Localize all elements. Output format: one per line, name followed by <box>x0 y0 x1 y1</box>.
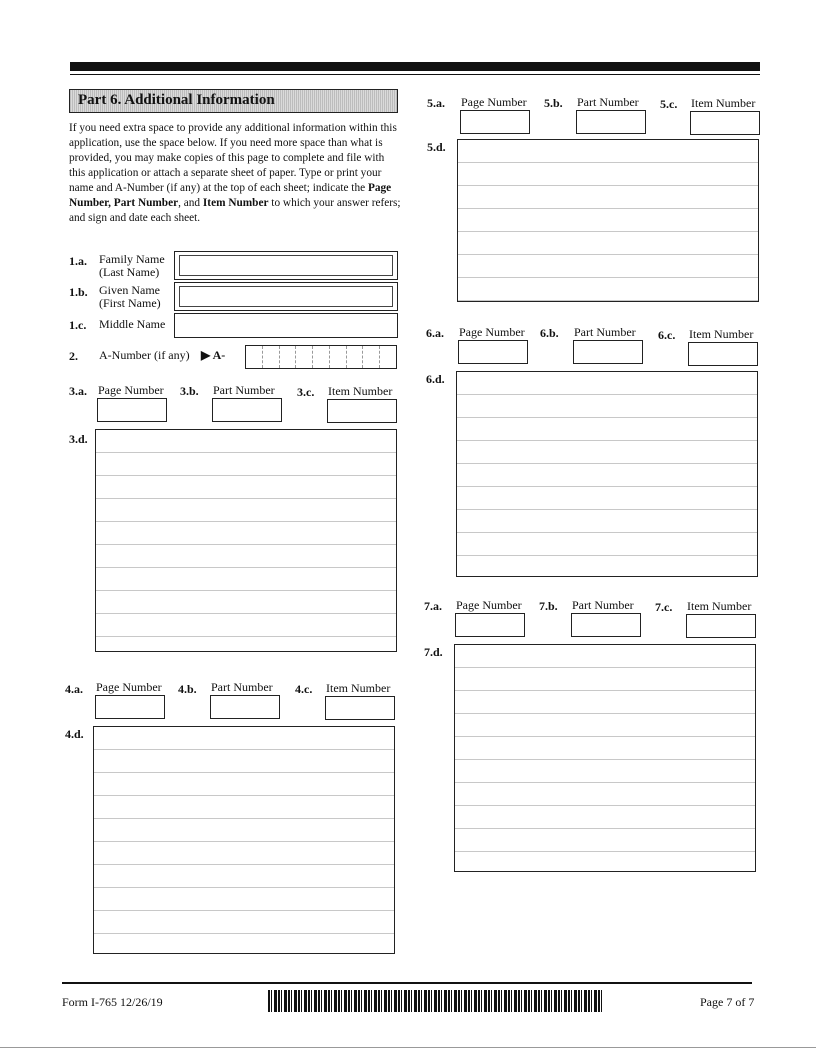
item-6b-label: Part Number <box>574 325 636 339</box>
instructions-text-end: to which your answer refers; and sign and date each sheet. <box>69 197 401 224</box>
family-name-input[interactable] <box>179 255 393 276</box>
family-name-label <box>99 253 165 279</box>
a-number-input[interactable] <box>245 345 397 369</box>
item-5c-number: 5.c. <box>660 97 678 111</box>
instructions-sep: , <box>108 197 114 209</box>
item-6a-number: 6.a. <box>426 326 444 340</box>
item-7a-label: Page Number <box>456 598 522 612</box>
top-rule-thin <box>70 74 760 75</box>
item-4c-label: Item Number <box>326 681 391 695</box>
item-7c-label: Item Number <box>687 599 752 613</box>
item-4a-label: Page Number <box>96 680 162 694</box>
item-7c-number: 7.c. <box>655 600 673 614</box>
item-7a-number: 7.a. <box>424 599 442 613</box>
item-6d-number: 6.d. <box>426 372 445 386</box>
item-3d-number: 3.d. <box>69 432 88 446</box>
item-4b-number: 4.b. <box>178 682 197 696</box>
a-number-digit <box>380 346 396 368</box>
item-5c-input[interactable] <box>690 111 760 135</box>
item-1c-number: 1.c. <box>69 318 87 332</box>
item-5d-textarea[interactable] <box>457 139 759 302</box>
item-7b-input[interactable] <box>571 613 641 637</box>
item-6b-input[interactable] <box>573 340 643 364</box>
family-name-label-line2: (Last Name) <box>99 265 160 279</box>
item-6a-input[interactable] <box>458 340 528 364</box>
middle-name-label: Middle Name <box>99 317 166 331</box>
item-6d-textarea[interactable] <box>456 371 758 577</box>
item-7a-input[interactable] <box>455 613 525 637</box>
instructions-page-number: Page Number <box>69 182 392 209</box>
middle-name-input[interactable] <box>174 313 398 338</box>
item-3d-textarea[interactable] <box>95 429 397 652</box>
item-7b-label: Part Number <box>572 598 634 612</box>
item-6c-label: Item Number <box>689 327 754 341</box>
form-number: Form I-765 12/26/19 <box>62 995 163 1009</box>
a-number-digit <box>330 346 347 368</box>
item-3a-input[interactable] <box>97 398 167 422</box>
a-number-digit <box>296 346 313 368</box>
given-name-label-line2: (First Name) <box>99 296 161 310</box>
item-4b-label: Part Number <box>211 680 273 694</box>
instructions-sep: , and <box>178 197 203 209</box>
a-number-digit <box>246 346 263 368</box>
item-4a-number: 4.a. <box>65 682 83 696</box>
a-number-digit <box>347 346 364 368</box>
a-number-digit <box>363 346 380 368</box>
top-rule <box>70 62 760 71</box>
part-title: Part 6. Additional Information <box>78 92 275 108</box>
a-number-digit <box>263 346 280 368</box>
family-name-label-line1: Family Name <box>99 252 165 266</box>
item-3c-input[interactable] <box>327 399 397 423</box>
item-7d-textarea[interactable] <box>454 644 756 872</box>
instructions-item-number: Item Number <box>202 197 269 209</box>
item-3c-number: 3.c. <box>297 385 315 399</box>
item-6b-number: 6.b. <box>540 326 559 340</box>
part-header <box>69 89 398 113</box>
family-name-field-frame <box>174 251 398 280</box>
item-6c-number: 6.c. <box>658 328 676 342</box>
a-number-digit <box>313 346 330 368</box>
item-3a-number: 3.a. <box>69 384 87 398</box>
item-3c-label: Item Number <box>328 384 393 398</box>
item-5a-number: 5.a. <box>427 96 445 110</box>
item-5b-number: 5.b. <box>544 96 563 110</box>
given-name-label <box>99 284 161 310</box>
item-6a-label: Page Number <box>459 325 525 339</box>
item-3b-number: 3.b. <box>180 384 199 398</box>
item-5a-label: Page Number <box>461 95 527 109</box>
item-7b-number: 7.b. <box>539 599 558 613</box>
item-5d-number: 5.d. <box>427 140 446 154</box>
item-3b-label: Part Number <box>213 383 275 397</box>
item-3a-label: Page Number <box>98 383 164 397</box>
given-name-input[interactable] <box>179 286 393 307</box>
given-name-field-frame <box>174 282 398 311</box>
item-3b-input[interactable] <box>212 398 282 422</box>
item-5b-label: Part Number <box>577 95 639 109</box>
item-2-number: 2. <box>69 349 78 363</box>
footer-rule <box>62 982 752 984</box>
item-1a-number: 1.a. <box>69 254 87 268</box>
page-number: Page 7 of 7 <box>700 995 755 1009</box>
scan-edge-line <box>0 1047 816 1048</box>
item-6c-input[interactable] <box>688 342 758 366</box>
a-number-prefix: ▶ A- <box>201 348 226 362</box>
instructions-paragraph <box>69 121 401 226</box>
instructions-part-number: Part Number <box>113 197 179 209</box>
item-5b-input[interactable] <box>576 110 646 134</box>
item-4c-input[interactable] <box>325 696 395 720</box>
item-4b-input[interactable] <box>210 695 280 719</box>
barcode-image <box>268 990 603 1012</box>
given-name-label-line1: Given Name <box>99 283 160 297</box>
item-5a-input[interactable] <box>460 110 530 134</box>
a-number-digit <box>280 346 297 368</box>
instructions-text: If you need extra space to provide any additional information within this application, use the space below. If you need more space than what is provided, you may make copies of this page to complete and file with this application or attach a separate sheet of paper. Type or print your name and A-Number (if any) at the top of each sheet; indicate the <box>69 122 397 194</box>
item-4d-number: 4.d. <box>65 727 84 741</box>
item-4a-input[interactable] <box>95 695 165 719</box>
item-7c-input[interactable] <box>686 614 756 638</box>
item-7d-number: 7.d. <box>424 645 443 659</box>
a-number-label: A-Number (if any) <box>99 348 190 362</box>
item-4c-number: 4.c. <box>295 682 313 696</box>
item-4d-textarea[interactable] <box>93 726 395 954</box>
item-5c-label: Item Number <box>691 96 756 110</box>
item-1b-number: 1.b. <box>69 285 88 299</box>
